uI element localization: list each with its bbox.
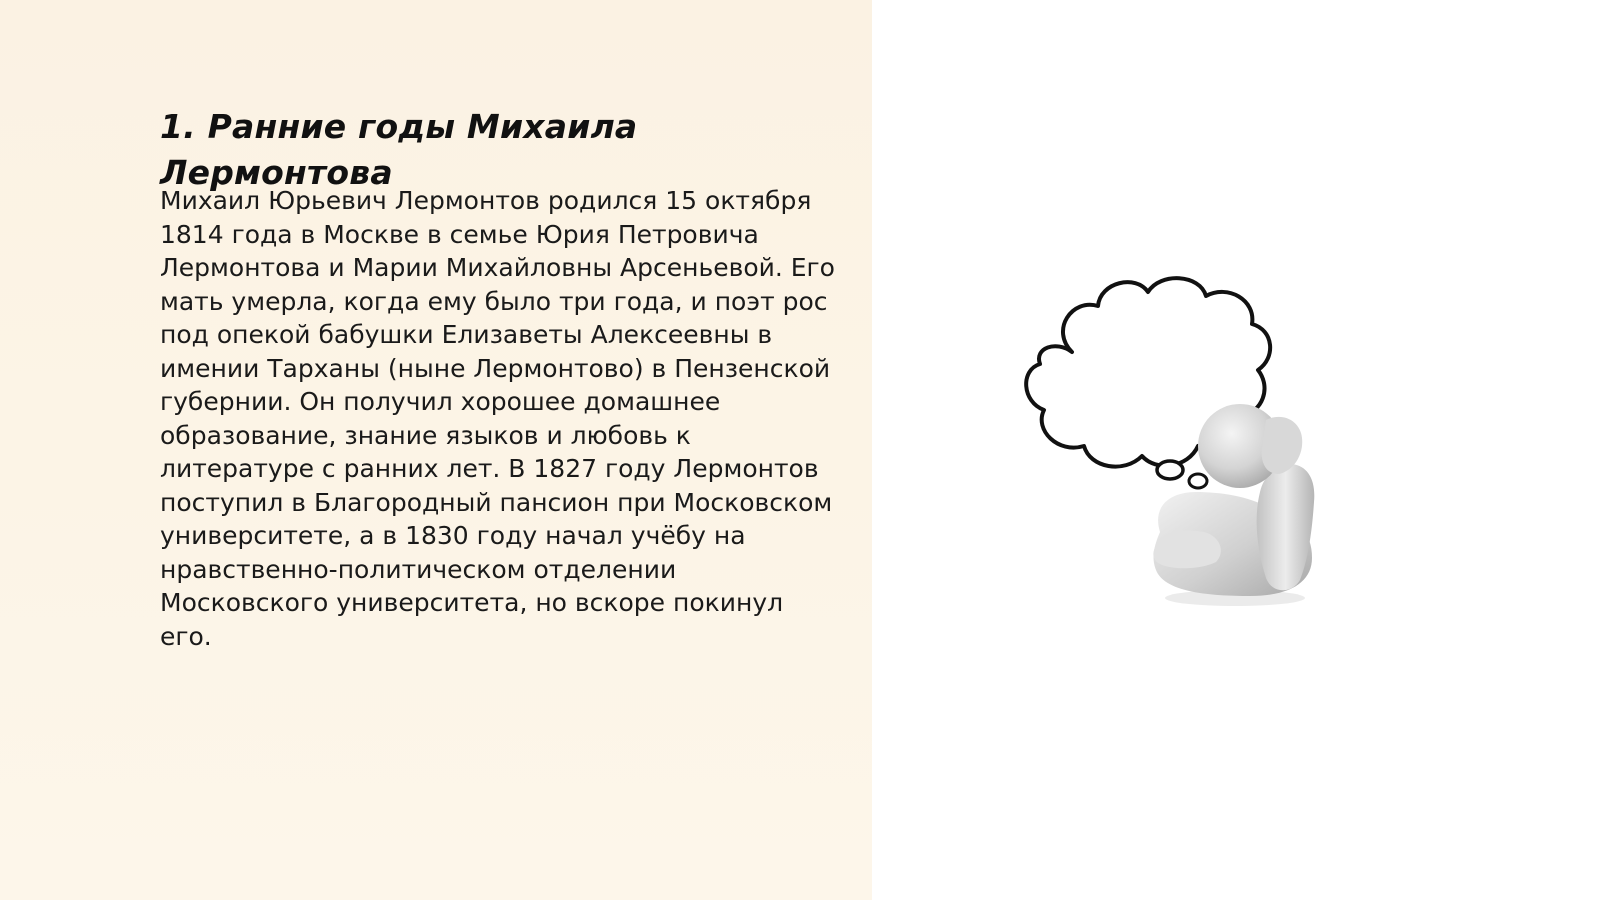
slide-title: 1. Ранние годы Михаила Лермонтова [160,107,638,192]
slide-body-text: Михаил Юрьевич Лермонтов родился 15 октября 1814 года в Москве в семье Юрия Петровича Лермонтова и Марии Михайловны Арсеньевой. Его мать умерла, когда ему было три года, и поэт рос под опекой бабушки Елизаветы Алексеевны в имении Тарханы (ныне Лермонтово) в Пензенской губернии. Он получил хорошее домашнее образование, знание языков и любовь к литературе с ранних лет. В 1827 году Лермонтов поступил в Благородный пансион при Московском университете, а в 1830 году начал учёбу на нравственно-политическом отделении Московского университета, но вскоре покинул его. [160,186,835,651]
thinking-person-illustration [1020,270,1360,620]
